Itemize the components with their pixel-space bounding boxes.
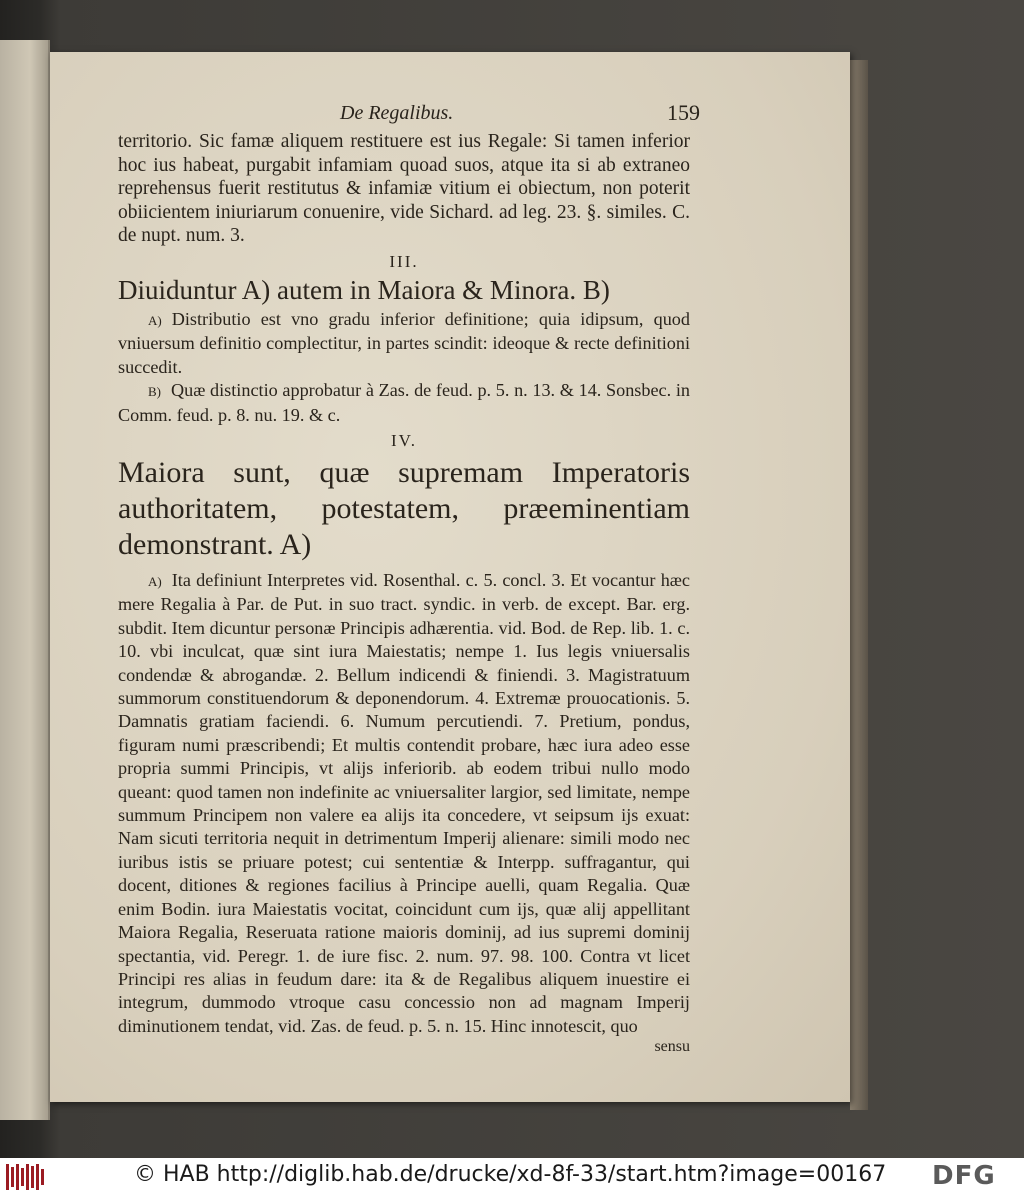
- page-text: [118, 100, 700, 1056]
- section-numeral-4: IV.: [391, 431, 417, 450]
- page-fore-edge: [850, 60, 868, 1110]
- note-b: [118, 379, 690, 427]
- note-a-1: [118, 308, 690, 379]
- note-text: Ita definiunt Interpretes vid. Rosenthal. c. 5. concl. 3. Et vocantur hæc mere Regalia à Par. de Put. in suo tract. syndic. in verb. de except. Bar. erg. subdit. Item dicuntur personæ Principis adhærentia. vid. Bod. de Rep. lib. 1. c. 10. vbi inculcat, quæ sint iura Maiestatis; nempe 1. Ius legis vniuersalis condendæ & abrogandæ. 2. Bellum indicendi & finiendi. 3. Magistratuum summorum constituendorum & deponendorum. 4. Extremæ prouocationis. 5. Damnatis gratiam faciendi. 6. Numum percutiendi. 7. Pretium, pondus, figuram numi præscribendi; Et multis contendit probare, hæc iura adeo esse propria summi Principis, vt alijs inferiorib. ab eodem tribui nullo modo queant: quod tamen non indefinite ac vniuersaliter largior, sed limitate, nempe summum Principem non valere ea alijs ita concedere, vt seipsum ijs exuat: Nam sicuti territoria nequit in detrimentum Imperij alienare: simili modo nec iuribus istis se priuare potest; cui sententiæ & Interpp. suffragantur, qui docent, ditiones & regiones facilius à Principe auelli, quam Regalia. Quæ enim Bodin. iura Maiestatis vocitat, coincidunt cum ijs, quæ alij appellitant Maiora Regalia, Reseruata ratione maioris dominij, ad ius supremi dominij spectantia, vid. Peregr. 1. de iure fisc. 2. num. 97. 98. 100. Contra vt licet Principi res alias in feudum dare: ita & de Regalibus aliquem inuestire ei integrum, dummodo vtroque casu concessio non ad magnam Imperij diminutionem tendat, vid. Zas. de feud. p. 5. n. 15. Hinc innotescit, quo: [118, 570, 690, 1036]
- hab-logo-icon: [6, 1164, 46, 1190]
- dfg-logo: DFG: [932, 1161, 996, 1191]
- thesis-4: Maiora sunt, quæ supremam Imperatoris authoritatem, potestatem, præeminentiam demonstrant. A): [118, 456, 690, 561]
- footer-bar: [0, 1158, 1024, 1194]
- note-label: A): [148, 574, 162, 589]
- running-head: De Regalibus.: [340, 102, 454, 124]
- note-a-2: [118, 569, 690, 1038]
- catchword: sensu: [654, 1038, 690, 1056]
- page-number: 159: [667, 100, 700, 125]
- thesis-3: Diuiduntur A) autem in Maiora & Minora. B): [118, 274, 610, 305]
- intro-paragraph: territorio. Sic famæ aliquem restituere est ius Regale: Si tamen inferior hoc ius habeat, purgabit infamiam quoad suos, atque ita si ab extraneo reprehensus fuerit restitutus & infamiæ vitium ei obiectum, non poterit obiicientem iniuriarum conuenire, vide Sichard. ad leg. 23. §. similes. C. de nupt. num. 3.: [118, 131, 690, 247]
- note-text: Distributio est vno gradu inferior definitione; quia idipsum, quod vniuersum definitio complectitur, in partes scindit: ideoque & recte definitioni succedit.: [118, 308, 690, 377]
- copyright-link[interactable]: © HAB http://diglib.hab.de/drucke/xd-8f-33/start.htm?image=00167: [134, 1162, 887, 1187]
- note-label: B): [148, 384, 161, 400]
- note-text: Quæ distinctio approbatur à Zas. de feud. p. 5. n. 13. & 14. Sonsbec. in Comm. feud. p. 8. nu. 19. & c.: [118, 380, 690, 425]
- section-numeral-3: III.: [389, 251, 419, 271]
- page-header: [118, 100, 700, 130]
- note-label: A): [148, 312, 162, 328]
- previous-page-edge: [0, 40, 50, 1120]
